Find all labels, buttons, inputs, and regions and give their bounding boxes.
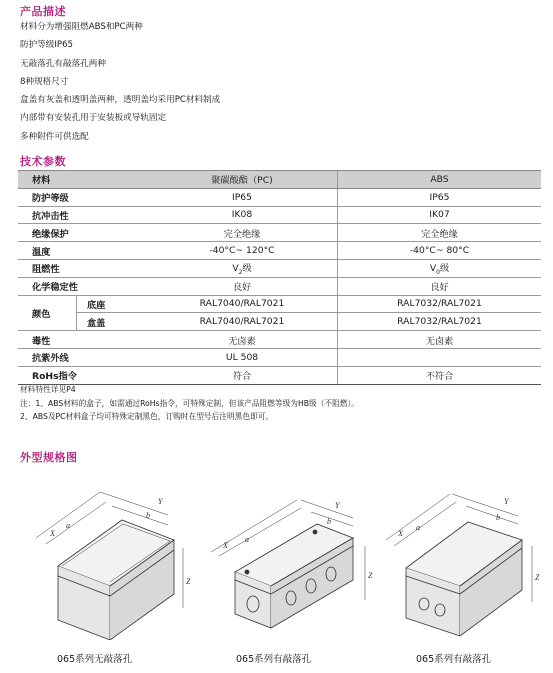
dim-z-label: Z bbox=[368, 571, 373, 580]
abs-value: 完全绝缘 bbox=[338, 224, 542, 242]
description-line: 防护等级IP65 bbox=[20, 40, 74, 51]
dim-x-label: X bbox=[398, 529, 403, 538]
table-row bbox=[18, 313, 541, 331]
row-label: 防护等级 bbox=[18, 188, 147, 206]
figure-caption: 065系列有敲落孔 bbox=[236, 654, 312, 665]
pc-value: IP65 bbox=[147, 188, 338, 206]
abs-value: -40°C~ 80°C bbox=[338, 242, 542, 260]
dim-z-label: Z bbox=[186, 577, 191, 586]
abs-value: RAL7032/RAL7021 bbox=[338, 295, 542, 313]
row-label: 化学稳定性 bbox=[18, 277, 147, 295]
pc-value: 符合 bbox=[147, 366, 338, 384]
pc-value-sub: 2 bbox=[238, 269, 243, 277]
section-title-dimensions: 外型规格图 bbox=[20, 451, 78, 464]
dim-x-label: X bbox=[50, 529, 55, 538]
notes bbox=[20, 383, 359, 424]
figure-caption: 065系列有敲落孔 bbox=[416, 654, 492, 665]
table-row bbox=[18, 348, 541, 366]
table-row bbox=[18, 188, 541, 206]
pc-value bbox=[147, 259, 338, 277]
abs-value-suffix: 级 bbox=[439, 263, 450, 275]
spec-header-abs: ABS bbox=[338, 171, 542, 189]
enclosure-drawing-knockout-long bbox=[205, 480, 375, 640]
abs-value-main: V bbox=[429, 263, 437, 275]
dim-z-label: Z bbox=[535, 573, 540, 582]
abs-value: RAL7032/RAL7021 bbox=[338, 313, 542, 331]
enclosure-drawing-no-knockout bbox=[28, 480, 198, 640]
abs-value: IP65 bbox=[338, 188, 542, 206]
abs-value: 良好 bbox=[338, 277, 542, 295]
row-label: RoHs指令 bbox=[18, 366, 147, 384]
abs-value-sub: 0 bbox=[436, 269, 440, 277]
pc-value: 完全绝缘 bbox=[147, 224, 338, 242]
note-line: 材料特性详见P4 bbox=[20, 385, 76, 394]
note-line: 注：1、ABS材料的盒子，如需通过RoHs指令，可特殊定制，但该产品阻燃等级为HB级（不阻燃）。 bbox=[20, 398, 359, 408]
description-line: 无敲落孔有敲落孔两种 bbox=[20, 58, 106, 69]
spec-header-label: 材料 bbox=[18, 171, 147, 189]
table-row bbox=[18, 366, 541, 384]
pc-value: UL 508 bbox=[147, 348, 338, 366]
table-row bbox=[18, 295, 541, 313]
pc-value: IK08 bbox=[147, 206, 338, 224]
row-label-color: 颜色 bbox=[18, 295, 77, 331]
dim-b-label: b bbox=[496, 513, 500, 522]
row-label: 毒性 bbox=[18, 331, 147, 349]
color-sub-label: 盒盖 bbox=[77, 313, 148, 331]
row-label: 阻燃性 bbox=[18, 259, 147, 277]
pc-value: 无卤素 bbox=[147, 331, 338, 349]
table-row bbox=[18, 277, 541, 295]
enclosure-drawing-knockout-compact bbox=[380, 480, 545, 640]
table-row bbox=[18, 259, 541, 277]
color-sub-label: 底座 bbox=[77, 295, 148, 313]
table-row bbox=[18, 206, 541, 224]
description-line: 8种规格尺寸 bbox=[20, 76, 69, 87]
dim-y-label: Y bbox=[158, 497, 163, 506]
spec-header-row bbox=[18, 171, 541, 189]
pc-value: RAL7040/RAL7021 bbox=[147, 295, 338, 313]
pc-value: -40°C~ 120°C bbox=[147, 242, 338, 260]
section-title-description: 产品描述 bbox=[20, 5, 66, 18]
description-line: 材料分为增强阻燃ABS和PC两种 bbox=[20, 22, 143, 32]
row-label: 抗紫外线 bbox=[18, 348, 147, 366]
description-line: 盒盖有灰盖和透明盖两种，透明盖均采用PC材料制成 bbox=[20, 95, 221, 106]
dim-y-label: Y bbox=[504, 497, 509, 506]
pc-value: RAL7040/RAL7021 bbox=[147, 313, 338, 331]
row-label: 抗冲击性 bbox=[18, 206, 147, 224]
abs-value bbox=[338, 259, 542, 277]
row-label: 绝缘保护 bbox=[18, 224, 147, 242]
description-line: 多种附件可供选配 bbox=[20, 131, 89, 142]
description-list bbox=[20, 18, 220, 146]
section-title-tech-params: 技术参数 bbox=[20, 155, 66, 168]
dim-b-label: b bbox=[327, 517, 331, 526]
dim-b-label: b bbox=[146, 511, 150, 520]
abs-value: 无卤素 bbox=[338, 331, 542, 349]
abs-value: IK07 bbox=[338, 206, 542, 224]
table-row bbox=[18, 242, 541, 260]
table-row bbox=[18, 224, 541, 242]
pc-value: 良好 bbox=[147, 277, 338, 295]
pc-value-main: V bbox=[232, 263, 239, 275]
abs-value: 不符合 bbox=[338, 366, 542, 384]
abs-value bbox=[338, 348, 542, 366]
dim-a-label: a bbox=[245, 535, 249, 544]
description-line: 内部带有安装孔用于安装板或导轨固定 bbox=[20, 113, 167, 124]
row-label: 温度 bbox=[18, 242, 147, 260]
note-line: 2、ABS及PC材料盒子均可特殊定制黑色，订购时在型号后注明黑色即可。 bbox=[20, 412, 274, 422]
spec-header-pc: 聚碳酸酯（PC) bbox=[147, 171, 338, 189]
dim-y-label: Y bbox=[335, 501, 340, 510]
pc-value-suffix: 级 bbox=[242, 263, 252, 275]
dim-a-label: a bbox=[416, 523, 420, 532]
figure-caption: 065系列无敲落孔 bbox=[57, 654, 133, 665]
dim-x-label: X bbox=[223, 541, 228, 550]
spec-table bbox=[18, 170, 541, 385]
dim-a-label: a bbox=[66, 521, 70, 530]
table-row bbox=[18, 331, 541, 349]
